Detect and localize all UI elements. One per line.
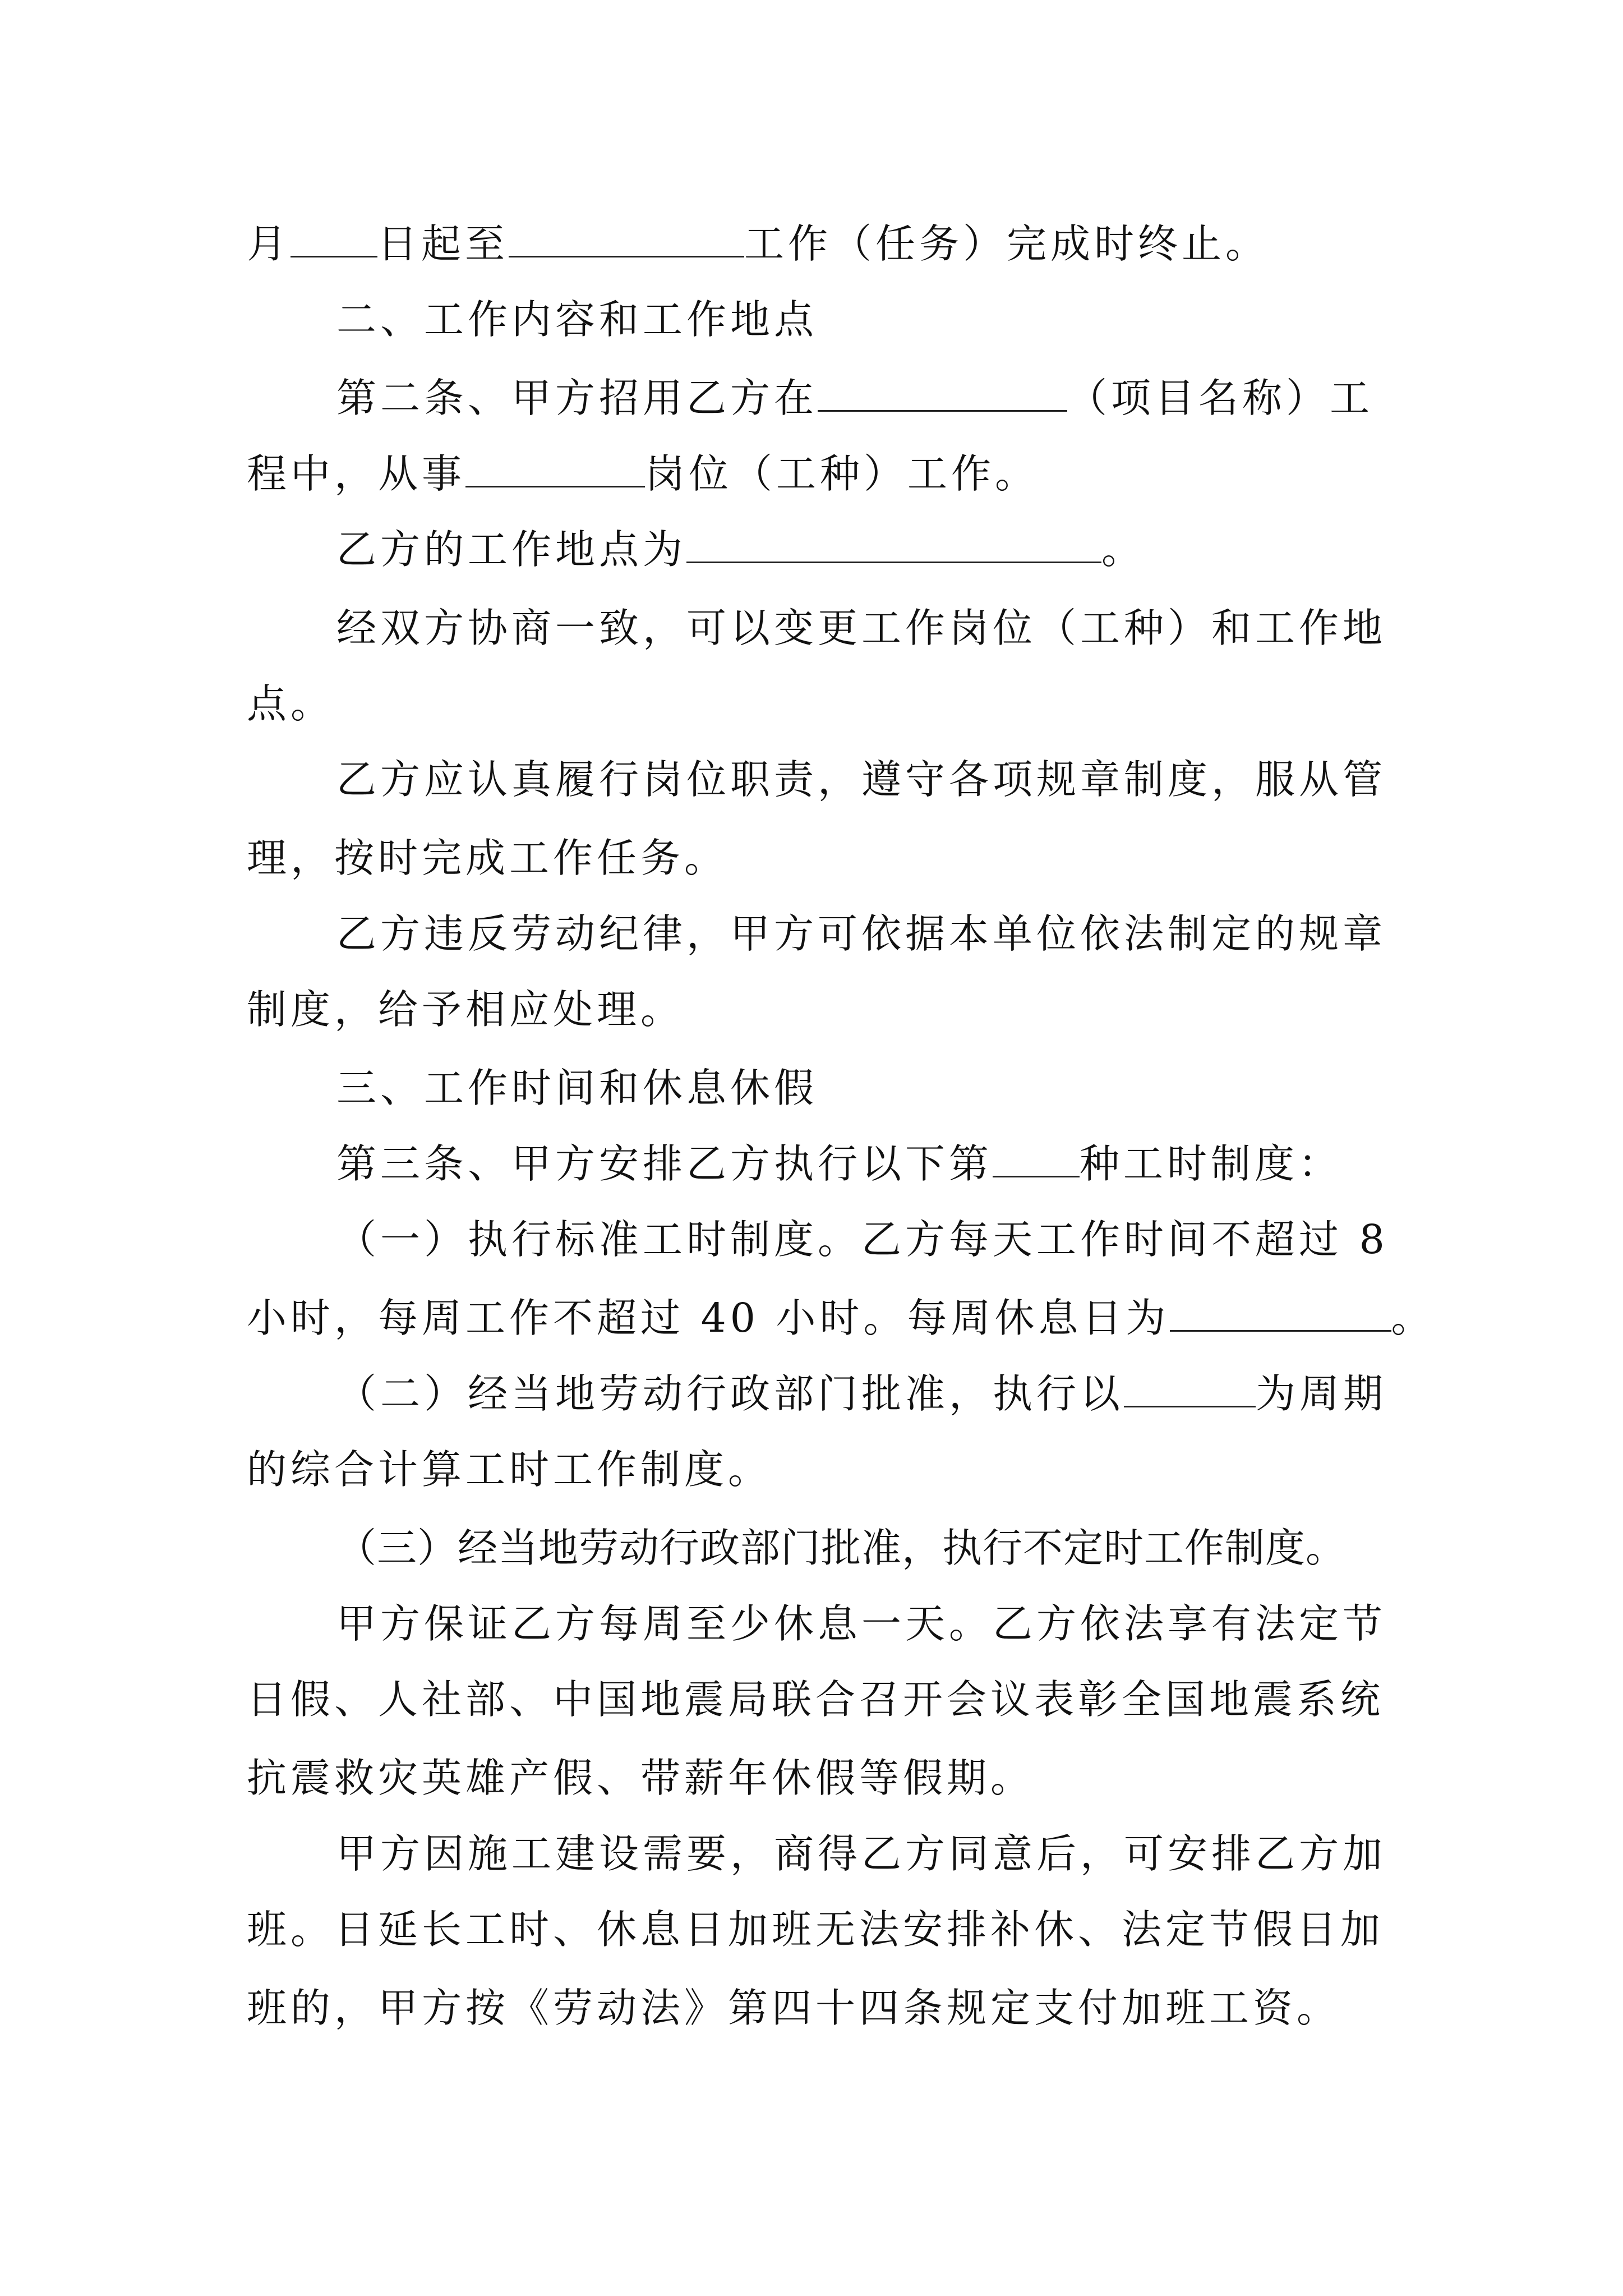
blank-line <box>509 221 744 257</box>
paragraph-line: 乙方应认真履行岗位职责，遵守各项规章制度，服从管 <box>336 756 1387 803</box>
section-heading: 三、工作时间和休息休假 <box>336 1065 818 1111</box>
paragraph-line: 程中，从事 岗位（工种）工作。 <box>247 450 1039 497</box>
paragraph-line: 班的，甲方按《劳动法》第四十四条规定支付加班工资。 <box>247 1985 1341 2031</box>
paragraph-line: 月 日起至 工作（任务）完成时终止。 <box>247 220 1270 267</box>
paragraph-line: 班。日延长工时、休息日加班无法安排补休、法定节假日加 <box>247 1906 1385 1953</box>
blank-line <box>993 1141 1080 1177</box>
paragraph-line: 的综合计算工时工作制度。 <box>247 1446 772 1493</box>
blank-line <box>291 221 377 257</box>
blank-line <box>465 451 645 487</box>
paragraph-line: 甲方因施工建设需要，商得乙方同意后，可安排乙方加 <box>336 1830 1387 1877</box>
paragraph-line: （二）经当地劳动行政部门批准，执行以 为周期 <box>336 1370 1387 1417</box>
blank-line <box>686 527 1101 563</box>
paragraph-line: （三）经当地劳动行政部门批准，执行不定时工作制度。 <box>336 1525 1347 1571</box>
paragraph-line: 乙方违反劳动纪律，甲方可依据本单位依法制定的规章 <box>336 910 1387 957</box>
paragraph-line: （一）执行标准工时制度。乙方每天工作时间不超过 8 <box>336 1216 1389 1263</box>
paragraph-line: 抗震救灾英雄产假、带薪年休假等假期。 <box>247 1755 1035 1801</box>
blank-line <box>1124 1371 1256 1407</box>
section-heading: 二、工作内容和工作地点 <box>336 296 818 343</box>
paragraph-line: 经双方协商一致，可以变更工作岗位（工种）和工作地 <box>336 605 1387 651</box>
paragraph-line: 乙方的工作地点为 。 <box>336 526 1146 573</box>
paragraph-line: 小时，每周工作不超过 40 小时。每周休息日为 。 <box>247 1295 1435 1341</box>
paragraph-line: 日假、人社部、中国地震局联合召开会议表彰全国地震系统 <box>247 1676 1385 1723</box>
paragraph-line: 点。 <box>247 680 335 727</box>
paragraph-line: 理，按时完成工作任务。 <box>247 835 728 881</box>
blank-line <box>1170 1295 1391 1332</box>
paragraph-line: 第三条、甲方安排乙方执行以下第 种工时制度： <box>336 1140 1343 1187</box>
paragraph-line: 第二条、甲方招用乙方在 （项目名称）工 <box>336 375 1374 421</box>
paragraph-line: 制度，给予相应处理。 <box>247 986 685 1033</box>
paragraph-line: 甲方保证乙方每周至少休息一天。乙方依法享有法定节 <box>336 1600 1387 1647</box>
blank-line <box>818 375 1067 412</box>
